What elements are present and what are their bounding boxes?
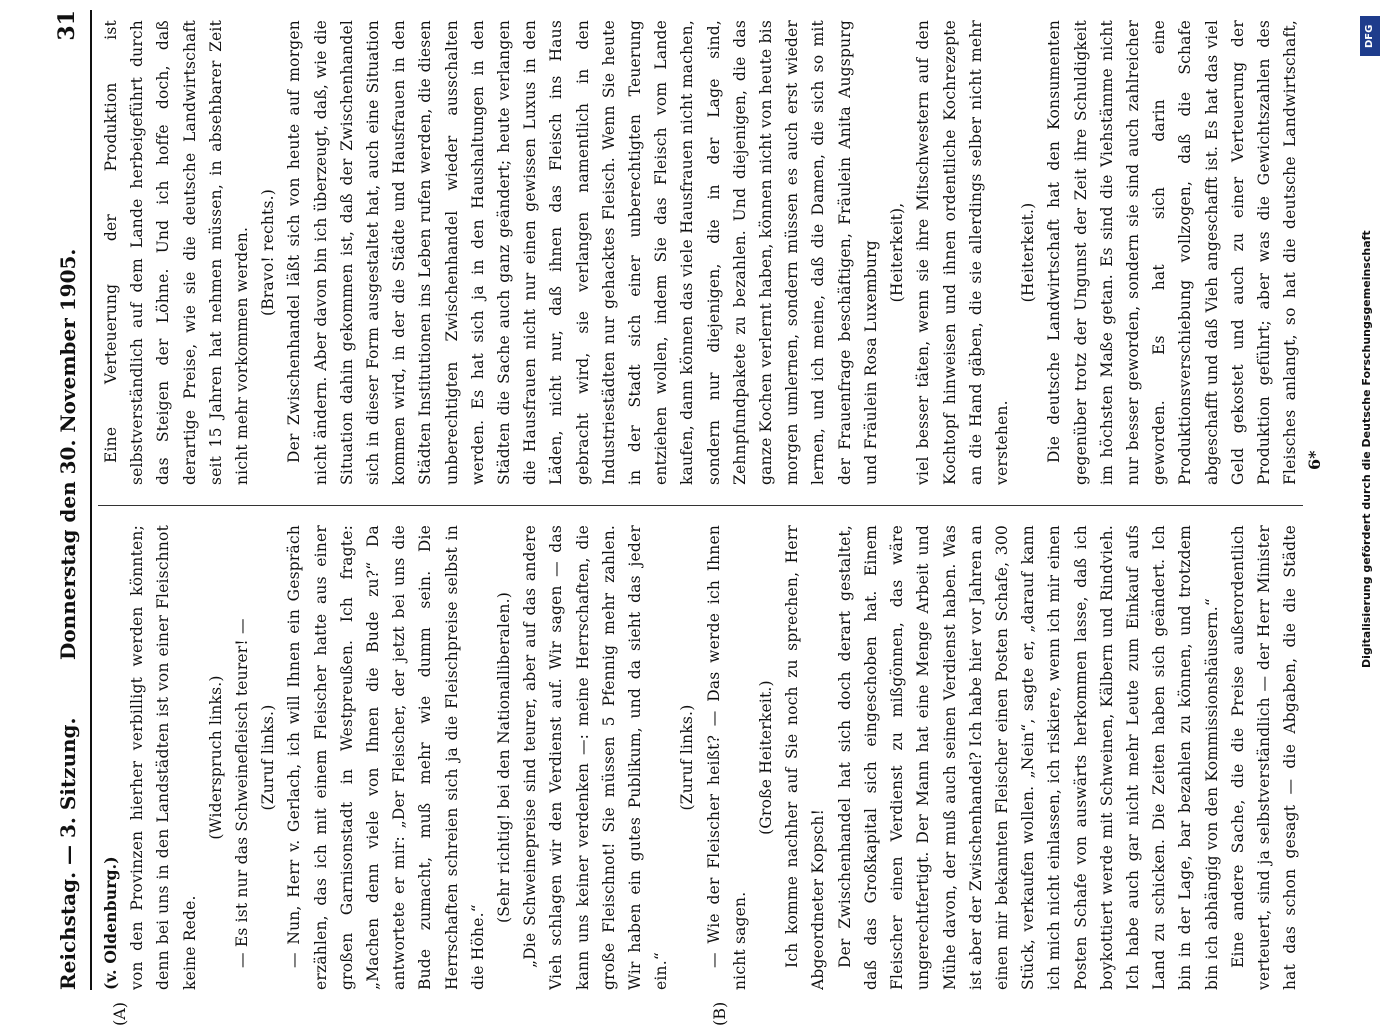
paragraph: „Die Schweinepreise sind teurer, aber auf das andere Vieh schlagen wir den Verdienst auf. Wir sagen — das kann uns keiner verdenken —: meine Herrschaften, die große Fleischnot! Sie müssen 5 Pfennig mehr zahlen. Wir haben ein gutes Publikum, und da sieht das jeder ein.“ [521,525,671,990]
interjection: (Widerspruch links.) [206,675,225,840]
interjection: (Bravo! rechts.) [259,189,278,316]
interjection: (Sehr richtig! bei den Nationalliberalen.) [495,591,514,924]
interjection: (Zuruf links.) [678,704,697,811]
signature-mark: 6* [1305,450,1324,470]
dfg-logo: DFG [1360,16,1380,56]
page-number: 31 [54,10,80,41]
paragraph: — Nun, Herr v. Gerlach, ich will Ihnen ein Gespräch erzählen, das ich mit einem Fleischer hatte aus einer großen Garnisonstadt in Westpreußen. Ich fragte: „Machen denn viele von Ihnen die Bude zu?“ Da antwortete er mir: „Der Fleischer, der jetzt bei uns die Bude zumacht, muß mehr wie dumm sein. Die Herrschaften schreien sich ja die Fleischpreise selbst in die Höhe.“ [285,525,487,990]
paragraph: Der Zwischenhandel läßt sich von heute auf morgen nicht ändern. Aber davon bin ich überzeugt, daß, wie die Situation dahin gekommen ist, daß der Zwischenhandel sich in dieser Form ausgestaltet hat, auch eine Situation kommen wird, in der die Städte und Hausfrauen in den Städten Institutionen ins Leben rufen werden, die diesen unberechtigten Zwischenhandel wieder ausschalten werden. Es hat sich ja in den Haushaltungen in den Städten die Sache auch ganz geändert; heute verlangen die Hausfrauen nicht nur einen gewissen Luxus in den Läden, nicht nur, daß ihnen das Fleisch ins Haus gebracht wird, sie verlangen namentlich in den Industriestädten nur gehacktes Fleisch. Wenn Sie heute in der Stadt sich einer unberechtigten Teuerung entziehen wollen, indem Sie das Fleisch vom Lande kaufen, dann können das viele Hausfrauen nicht machen, sondern nur diejenigen, die in der Lage sind, Zehnpfundpakete zu bezahlen. Und diejenigen, die das ganze Kochen verlernt haben, können nicht von heute bis morgen umlernen, sondern müssen es auch erst wieder lernen, und ich meine, daß die Damen, die sich so mit der Frauenfrage beschäftigen, Fräulein Anita Augspurg und Fräulein Rosa Luxemburg [285,20,880,485]
credit-text: Digitalisierung gefördert durch die Deutsche Forschungsgemeinschaft [1360,230,1373,668]
paragraph: — Es ist nur das Schweinefleisch teurer! — [233,618,252,968]
left-column [98,525,1308,990]
paragraph: Eine andere Sache, die die Preise außerordentlich verteuert, sind ja selbstverständlich — der Herr Minister hat das schon gesagt — die Abgaben, die die Städte [1228,525,1300,990]
interjection: (Heiterkeit), [888,202,907,303]
header-center: Donnerstag den 30. November 1905. [56,248,80,660]
margin-mark-b: (B) [710,1001,729,1026]
margin-mark-a: (A) [110,1001,129,1026]
header-left: Reichstag. — 3. Sitzung. [56,717,80,990]
side-credit [1360,8,1382,993]
paragraph: Die deutsche Landwirtschaft hat den Konsumenten gegenüber trotz der Ungunst der Zeit ihre Schuldigkeit im höchsten Maße getan. Es sind die Viehstämme nicht nur besser geworden, sondern sie sind auch zahlreicher geworden. Es hat sich darin eine Produktionsverschiebung vollzogen, daß die Schafe abgeschafft und daß Vieh angeschafft ist. Es hat das viel Geld gekostet und auch zu einer Verteuerung der Produktion geführt; aber was die Gewichtszahlen des Fleisches anlangt, so hat die deutsche Landwirtschaft, [1045,20,1300,485]
speaker-name: (v. Oldenburg.) [101,856,120,990]
column-divider [98,505,1303,506]
interjection: (Große Heiterkeit.) [757,680,776,835]
paragraph: von den Provinzen hierher verbilligt werden könnten; denn bei uns in den Landstädten ist von einer Fleischnot keine Rede. [128,525,199,990]
page-header [50,10,92,990]
interjection: (Zuruf links.) [259,704,278,811]
paragraph: viel besser täten, wenn sie ihre Mitschwestern auf den Kochtopf hinweisen und ihnen ordentliche Kochrezepte an die Hand gäben, die sie allerdings selber nicht mehr verstehen. [914,20,1011,485]
paragraph: Eine Verteuerung der Produktion ist selbstverständlich auf dem Lande herbeigeführt durch das Steigen der Löhne. Und ich hoffe doch, daß derartige Preise, wie sie die deutsche Landwirtschaft seit 15 Jahren hat nehmen müssen, in absehbarer Zeit nicht mehr vorkommen werden. [102,20,252,485]
paragraph: Der Zwischenhandel hat sich doch derart gestaltet, daß das Großkapital sich eingeschoben hat. Einem Fleischer einen Verdienst zu mißgönnen, das wäre ungerechtfertigt. Der Mann hat eine Menge Arbeit und Mühe davon, der muß auch seinen Verdienst haben. Was ist aber der Zwischenhandel? Ich habe hier vor Jahren an einen mir bekannten Fleischer einen Posten Schafe, 300 Stück, verkaufen wollen. „Nein“, sagte er, „darauf kann ich mich nicht einlassen, ich riskiere, wenn ich mir einen Posten Schafe von auswärts herkommen lasse, daß ich boykottiert werde mit Schweinen, Kälbern und Rindvieh. Ich habe auch gar nicht mehr Leute zum Einkauf aufs Land zu schicken. Die Zeiten haben sich geändert. Ich bin in der Lage, bar bezahlen zu können, und trotzdem bin ich abhängig von den Kommissionshäusern.“ [835,525,1221,990]
interjection: (Heiterkeit.) [1019,202,1038,303]
right-column [98,20,1308,485]
rotated-page [50,10,1360,1026]
paragraph: — Wie der Fleischer heißt? — Das werde ich Ihnen nicht sagen. [704,525,749,990]
paragraph: Ich komme nachher auf Sie noch zu sprechen, Herr Abgeordneter Kopsch! [783,525,828,990]
